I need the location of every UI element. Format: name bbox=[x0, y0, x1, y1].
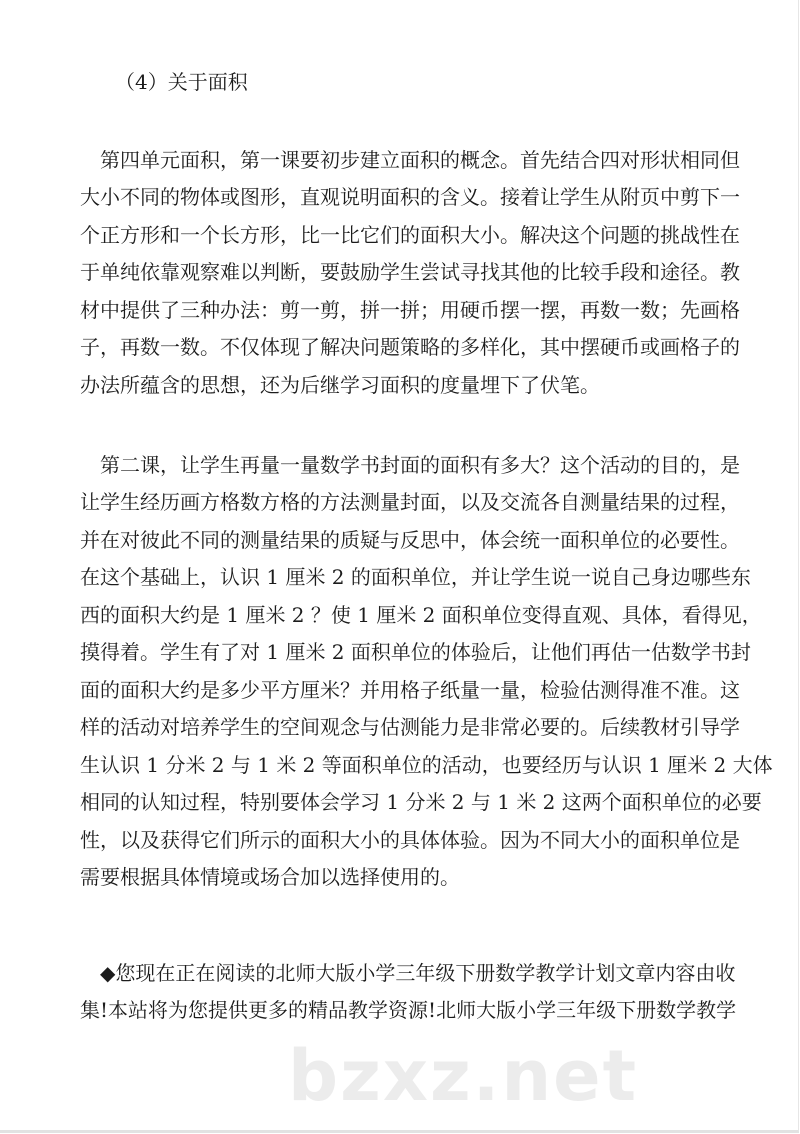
text-line: 大小不同的物体或图形，直观说明面积的含义。接着让学生从附页中剪下一 bbox=[80, 185, 740, 209]
text-line: 相同的认知过程，特别要体会学习 1 分米 2 与 1 米 2 这两个面积单位的必要 bbox=[80, 790, 762, 814]
text-line: 个正方形和一个长方形，比一比它们的面积大小。解决这个问题的挑战性在 bbox=[80, 223, 740, 247]
text-line: 第二课，让学生再量一量数学书封面的面积有多大？这个活动的目的，是 bbox=[100, 453, 740, 477]
text-line: 于单纯依靠观察难以判断，要鼓励学生尝试寻找其他的比较手段和途径。教 bbox=[80, 260, 740, 284]
text-line: 第四单元面积，第一课要初步建立面积的概念。首先结合四对形状相同但 bbox=[100, 148, 740, 172]
text-line: 西的面积大约是 1 厘米 2 ？使 1 厘米 2 面积单位变得直观、具体，看得见， bbox=[80, 603, 762, 627]
text-line: 集!本站将为您提供更多的精品教学资源!北师大版小学三年级下册数学教学 bbox=[80, 998, 737, 1022]
text-line: 在这个基础上，认识 1 厘米 2 的面积单位，并让学生说一说自己身边哪些东 bbox=[80, 565, 751, 589]
section-heading: （4）关于面积 bbox=[115, 70, 248, 94]
text-line: 让学生经历画方格数方格的方法测量封面，以及交流各自测量结果的过程， bbox=[80, 490, 740, 514]
text-line: ◆您现在正在阅读的北师大版小学三年级下册数学教学计划文章内容由收 bbox=[100, 961, 736, 985]
text-line: 摸得着。学生有了对 1 厘米 2 面积单位的体验后，让他们再估一估数学书封 bbox=[80, 640, 751, 664]
text-line: 性，以及获得它们所示的面积大小的具体体验。因为不同大小的面积单位是 bbox=[80, 828, 740, 852]
text-line: 办法所蕴含的思想，还为后继学习面积的度量埋下了伏笔。 bbox=[80, 373, 600, 397]
text-line: 并在对彼此不同的测量结果的质疑与反思中，体会统一面积单位的必要性。 bbox=[80, 528, 740, 552]
text-line: 材中提供了三种办法：剪一剪，拼一拼；用硬币摆一摆，再数一数；先画格 bbox=[80, 298, 740, 322]
text-line: 需要根据具体情境或场合加以选择使用的。 bbox=[80, 865, 460, 889]
text-line: 生认识 1 分米 2 与 1 米 2 等面积单位的活动，也要经历与认识 1 厘米 2 大体 bbox=[80, 753, 773, 777]
text-line: 面的面积大约是多少平方厘米？并用格子纸量一量，检验估测得准不准。这 bbox=[80, 678, 740, 702]
watermark: bzxz.net bbox=[288, 1035, 639, 1117]
text-line: 子，再数一数。不仅体现了解决问题策略的多样化，其中摆硬币或画格子的 bbox=[80, 335, 740, 359]
text-line: 样的活动对培养学生的空间观念与估测能力是非常必要的。后续教材引导学 bbox=[80, 715, 740, 739]
